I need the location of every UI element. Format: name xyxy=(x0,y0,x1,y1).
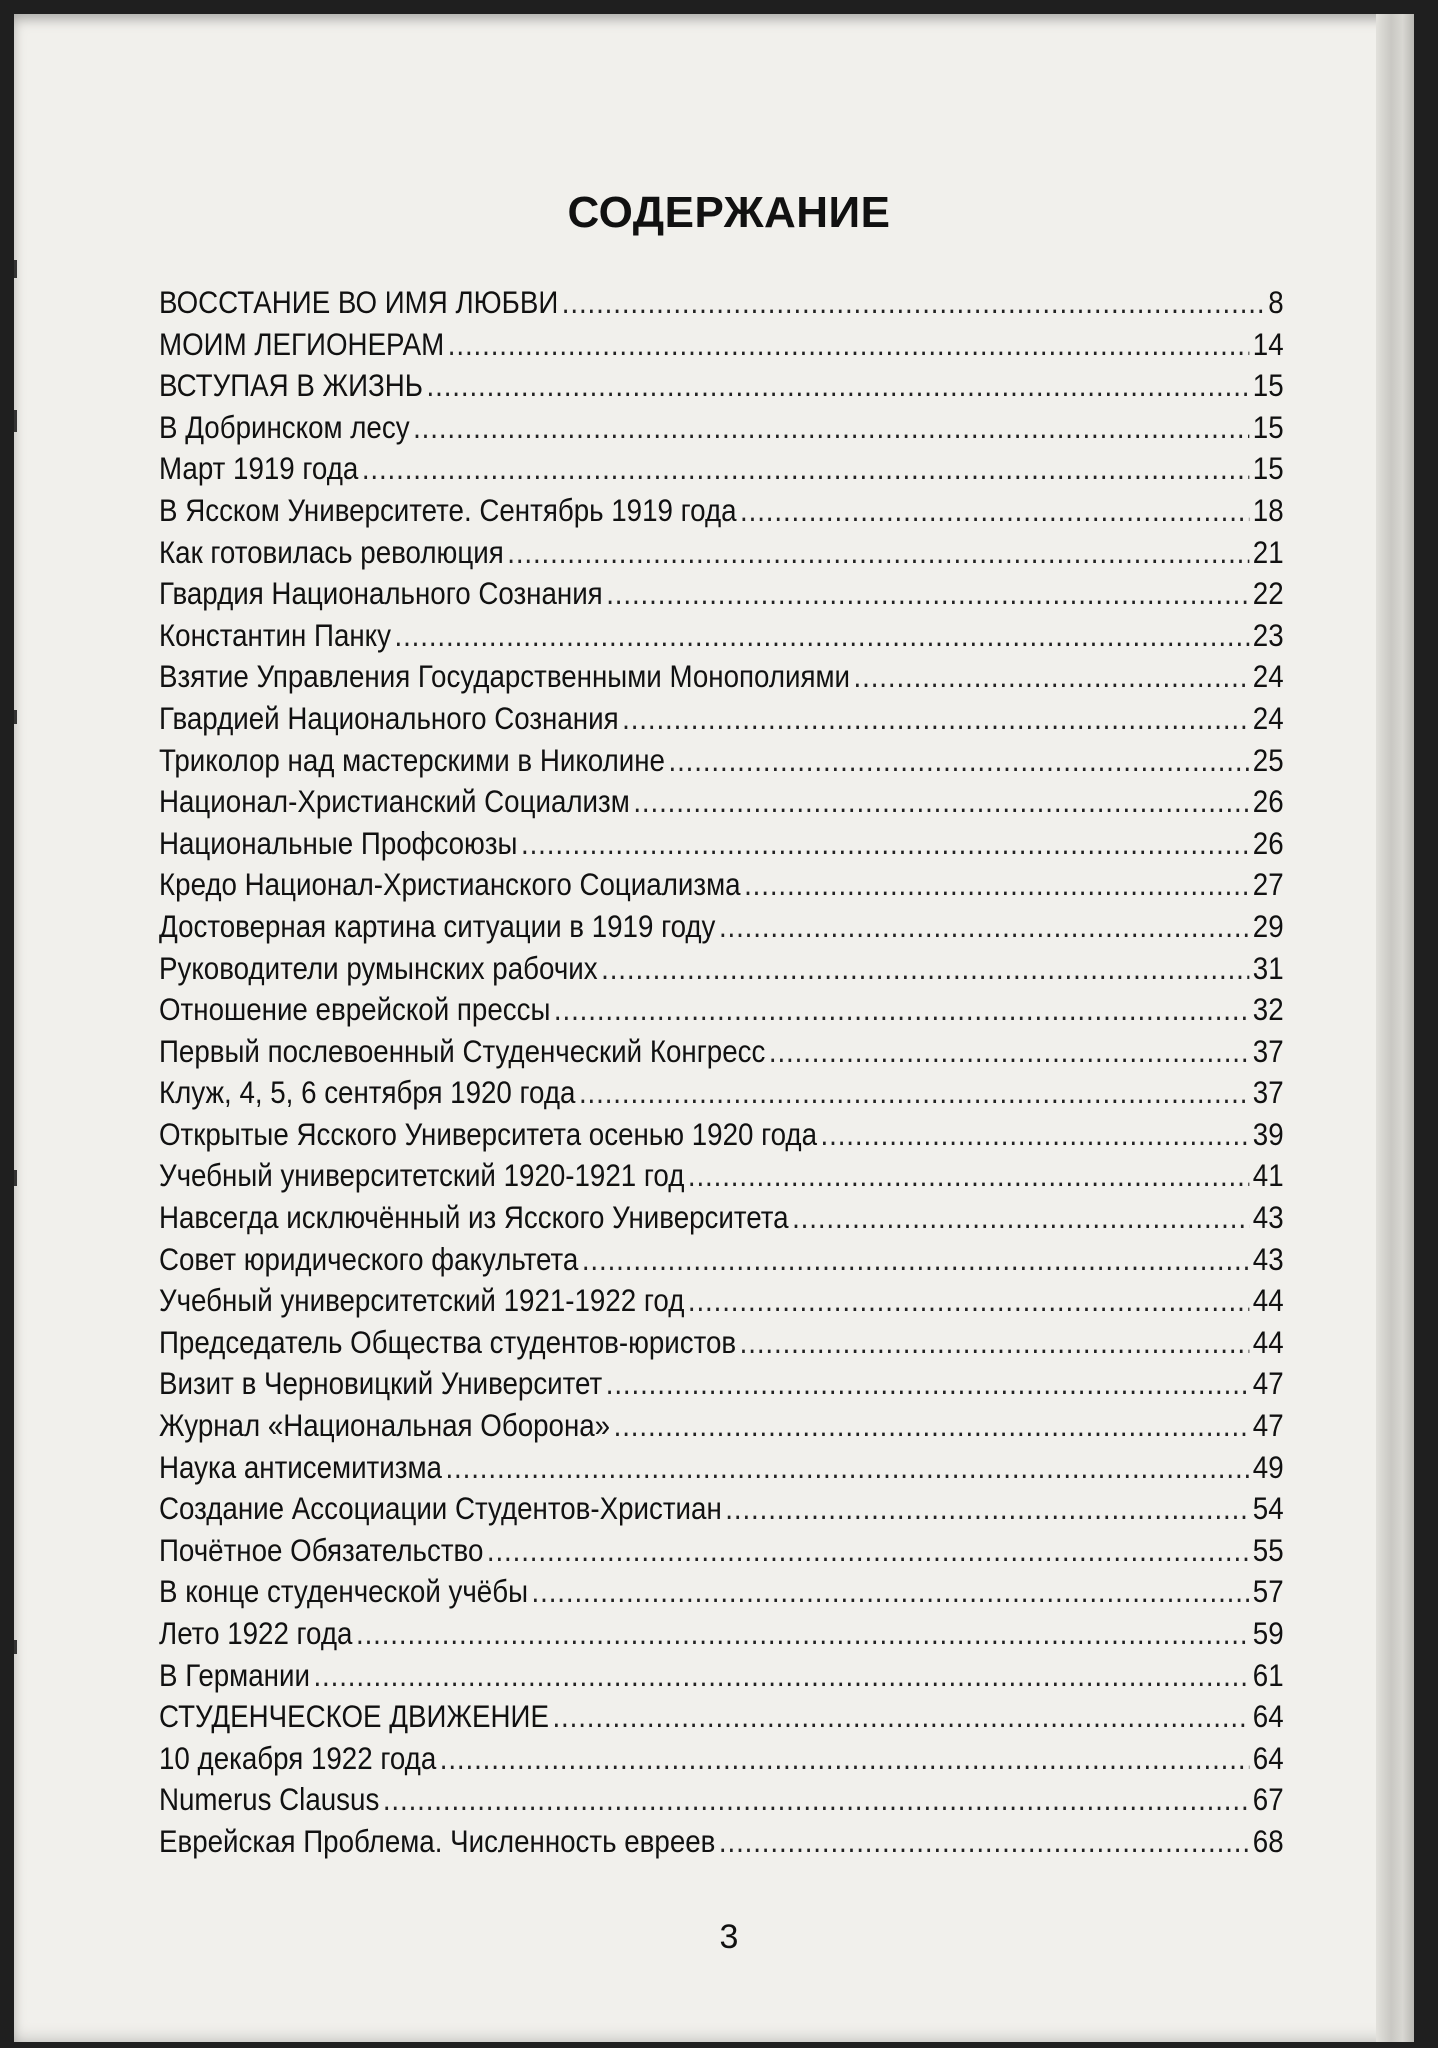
toc-entry xyxy=(159,532,1284,574)
toc-entry-title: Создание Ассоциации Студентов-Христиан xyxy=(159,1490,722,1527)
toc-entry xyxy=(159,1696,1284,1738)
toc-entry xyxy=(159,1072,1284,1114)
toc-entry-page: 37 xyxy=(1252,1074,1284,1111)
toc-leader-dots xyxy=(362,448,1249,490)
toc-entry xyxy=(159,698,1284,740)
toc-entry-title: Гвардией Национального Сознания xyxy=(159,699,619,736)
toc-entry-page: 15 xyxy=(1252,408,1284,445)
page-edge xyxy=(1376,14,1414,2042)
toc-entry-title: В Германии xyxy=(159,1656,310,1693)
toc-entry-page: 24 xyxy=(1252,699,1284,736)
toc-entry-page: 67 xyxy=(1252,1781,1284,1818)
toc-entry xyxy=(159,1488,1284,1530)
toc-leader-dots xyxy=(725,1488,1249,1530)
table-of-contents xyxy=(159,282,1284,1863)
toc-entry xyxy=(159,1571,1284,1613)
toc-entry-title: Председатель Общества студентов-юристов xyxy=(159,1323,737,1360)
toc-entry-page: 21 xyxy=(1252,533,1284,570)
toc-entry xyxy=(159,1779,1284,1821)
toc-leader-dots xyxy=(521,823,1249,865)
margin-mark xyxy=(14,260,17,278)
toc-entry-page: 47 xyxy=(1252,1407,1284,1444)
toc-entry-title: Numerus Clausus xyxy=(159,1781,380,1818)
toc-entry xyxy=(159,282,1284,324)
toc-entry-title: Почётное Обязательство xyxy=(159,1531,484,1568)
toc-entry-page: 64 xyxy=(1252,1698,1284,1735)
toc-leader-dots xyxy=(688,1280,1249,1322)
toc-entry-page: 54 xyxy=(1252,1490,1284,1527)
toc-leader-dots xyxy=(740,1322,1250,1364)
toc-entry-title: Еврейская Проблема. Численность евреев xyxy=(159,1822,716,1859)
toc-entry-title: Руководители румынских рабочих xyxy=(159,949,598,986)
toc-entry-page: 15 xyxy=(1252,450,1284,487)
toc-leader-dots xyxy=(614,1405,1250,1447)
toc-entry-page: 44 xyxy=(1252,1323,1284,1360)
toc-entry-page: 41 xyxy=(1252,1157,1284,1194)
toc-entry-page: 59 xyxy=(1252,1615,1284,1651)
toc-leader-dots xyxy=(554,989,1249,1031)
toc-leader-dots xyxy=(769,1031,1249,1073)
toc-leader-dots xyxy=(507,532,1249,574)
toc-entry xyxy=(159,448,1284,490)
toc-entry xyxy=(159,407,1284,449)
toc-entry xyxy=(159,1363,1284,1405)
toc-entry xyxy=(159,1322,1284,1364)
toc-leader-dots xyxy=(395,615,1250,657)
toc-entry xyxy=(159,906,1284,948)
toc-entry-page: 68 xyxy=(1252,1822,1284,1859)
toc-entry xyxy=(159,324,1284,366)
toc-entry-page: 31 xyxy=(1252,949,1284,986)
toc-entry-title: Как готовилась революция xyxy=(159,533,504,570)
toc-entry-page: 55 xyxy=(1252,1531,1284,1568)
toc-entry-page: 49 xyxy=(1252,1448,1284,1485)
toc-entry-page: 8 xyxy=(1268,284,1284,320)
toc-entry-title: Совет юридического факультета xyxy=(159,1240,579,1277)
toc-entry xyxy=(159,1405,1284,1447)
toc-leader-dots xyxy=(792,1197,1249,1239)
toc-leader-dots xyxy=(552,1696,1249,1738)
toc-entry xyxy=(159,1738,1284,1780)
toc-entry-title: Достоверная картина ситуации в 1919 году xyxy=(159,907,716,944)
toc-leader-dots xyxy=(440,1738,1250,1780)
toc-leader-dots xyxy=(688,1155,1249,1197)
toc-entry-page: 26 xyxy=(1252,783,1284,820)
toc-entry xyxy=(159,1114,1284,1156)
toc-entry xyxy=(159,656,1284,698)
toc-entry-page: 24 xyxy=(1252,658,1284,695)
toc-entry-title: ВСТУПАЯ В ЖИЗНЬ xyxy=(159,367,424,404)
toc-entry-title: Март 1919 года xyxy=(159,450,359,487)
toc-entry xyxy=(159,1197,1284,1239)
book-page xyxy=(14,14,1414,2042)
toc-leader-dots xyxy=(582,1239,1249,1281)
toc-entry-page: 37 xyxy=(1252,1032,1284,1069)
toc-leader-dots xyxy=(413,407,1249,449)
toc-entry xyxy=(159,1655,1284,1697)
toc-entry-page: 22 xyxy=(1252,575,1284,612)
page-number: 3 xyxy=(719,1918,739,1956)
toc-entry xyxy=(159,615,1284,657)
toc-entry-page: 47 xyxy=(1252,1365,1284,1402)
toc-entry xyxy=(159,1280,1284,1322)
toc-leader-dots xyxy=(579,1072,1249,1114)
toc-leader-dots xyxy=(383,1779,1249,1821)
toc-leader-dots xyxy=(633,781,1249,823)
toc-entry-title: Учебный университетский 1920-1921 год xyxy=(159,1157,685,1194)
toc-entry-title: Отношение еврейской прессы xyxy=(159,991,551,1028)
toc-leader-dots xyxy=(744,864,1249,906)
toc-entry-page: 26 xyxy=(1252,824,1284,861)
toc-entry xyxy=(159,1530,1284,1572)
toc-leader-dots xyxy=(719,1821,1249,1863)
toc-leader-dots xyxy=(448,324,1249,366)
toc-leader-dots xyxy=(313,1655,1249,1697)
toc-leader-dots xyxy=(606,1363,1250,1405)
toc-entry-page: 44 xyxy=(1252,1282,1284,1319)
margin-mark xyxy=(14,410,17,432)
toc-entry-title: Журнал «Национальная Оборона» xyxy=(159,1407,611,1444)
toc-entry xyxy=(159,573,1284,615)
toc-entry-title: 10 декабря 1922 года xyxy=(159,1739,437,1776)
toc-entry-title: Учебный университетский 1921-1922 год xyxy=(159,1282,685,1319)
toc-entry xyxy=(159,989,1284,1031)
toc-entry xyxy=(159,1613,1284,1655)
toc-entry-page: 15 xyxy=(1252,367,1284,404)
toc-entry xyxy=(159,365,1284,407)
toc-leader-dots xyxy=(532,1571,1250,1613)
toc-entry-title: Первый послевоенный Студенческий Конгресс xyxy=(159,1032,766,1069)
margin-mark xyxy=(14,1170,17,1186)
toc-leader-dots xyxy=(821,1114,1250,1156)
toc-entry-title: Национальные Профсоюзы xyxy=(159,824,518,861)
toc-entry-page: 29 xyxy=(1252,907,1284,944)
toc-leader-dots xyxy=(427,365,1250,407)
toc-entry xyxy=(159,823,1284,865)
toc-entry xyxy=(159,490,1284,532)
toc-leader-dots xyxy=(445,1447,1249,1489)
toc-entry-title: Открытые Ясского Университета осенью 1920 года xyxy=(159,1115,818,1152)
toc-entry-title: Национал-Христианский Социализм xyxy=(159,783,630,820)
toc-entry xyxy=(159,864,1284,906)
toc-leader-dots xyxy=(562,282,1265,324)
toc-entry xyxy=(159,948,1284,990)
toc-entry-title: МОИМ ЛЕГИОНЕРАМ xyxy=(159,325,445,362)
toc-entry-page: 39 xyxy=(1252,1115,1284,1152)
toc-entry-title: СТУДЕНЧЕСКОЕ ДВИЖЕНИЕ xyxy=(159,1698,549,1735)
toc-entry xyxy=(159,1821,1284,1863)
toc-entry-title: ВОССТАНИЕ ВО ИМЯ ЛЮБВИ xyxy=(159,284,559,320)
toc-leader-dots xyxy=(854,656,1250,698)
toc-entry-page: 25 xyxy=(1252,741,1284,778)
toc-entry-title: Клуж, 4, 5, 6 сентября 1920 года xyxy=(159,1074,576,1111)
toc-entry xyxy=(159,1155,1284,1197)
toc-entry xyxy=(159,1239,1284,1281)
toc-entry-title: В Добринском лесу xyxy=(159,408,410,445)
toc-entry-page: 61 xyxy=(1252,1656,1284,1693)
toc-entry-page: 18 xyxy=(1252,491,1284,528)
toc-entry-title: Триколор над мастерскими в Николине xyxy=(159,741,665,778)
toc-leader-dots xyxy=(719,906,1249,948)
toc-entry-title: Наука антисемитизма xyxy=(159,1448,442,1485)
toc-entry-page: 43 xyxy=(1252,1240,1284,1277)
toc-entry-page: 32 xyxy=(1252,991,1284,1028)
margin-mark xyxy=(14,710,17,724)
toc-entry-page: 57 xyxy=(1252,1573,1284,1610)
toc-leader-dots xyxy=(668,740,1249,782)
toc-leader-dots xyxy=(622,698,1249,740)
margin-mark xyxy=(14,1640,17,1654)
toc-leader-dots xyxy=(740,490,1249,532)
toc-entry-title: Навсегда исключённый из Ясского Университета xyxy=(159,1199,789,1236)
toc-entry-title: В Ясском Университете. Сентябрь 1919 года xyxy=(159,491,737,528)
toc-entry-page: 43 xyxy=(1252,1199,1284,1236)
toc-entry-title: В конце студенческой учёбы xyxy=(159,1573,529,1610)
toc-leader-dots xyxy=(487,1530,1249,1572)
toc-entry-title: Взятие Управления Государственными Монополиями xyxy=(159,658,851,695)
toc-entry-title: Кредо Национал-Христианского Социализма xyxy=(159,866,741,903)
toc-entry-title: Лето 1922 года xyxy=(159,1615,353,1651)
toc-entry xyxy=(159,740,1284,782)
toc-entry-title: Гвардия Национального Сознания xyxy=(159,575,603,612)
toc-leader-dots xyxy=(606,573,1249,615)
toc-entry-page: 64 xyxy=(1252,1739,1284,1776)
toc-entry xyxy=(159,781,1284,823)
toc-entry-title: Визит в Черновицкий Университет xyxy=(159,1365,603,1402)
page-heading: СОДЕРЖАНИЕ xyxy=(567,188,891,237)
toc-leader-dots xyxy=(356,1613,1249,1655)
toc-entry-page: 27 xyxy=(1252,866,1284,903)
toc-entry-title: Константин Панку xyxy=(159,616,391,653)
toc-entry-page: 23 xyxy=(1252,616,1284,653)
toc-entry-page: 14 xyxy=(1252,325,1284,362)
toc-leader-dots xyxy=(601,948,1249,990)
toc-entry xyxy=(159,1031,1284,1073)
toc-entry xyxy=(159,1447,1284,1489)
